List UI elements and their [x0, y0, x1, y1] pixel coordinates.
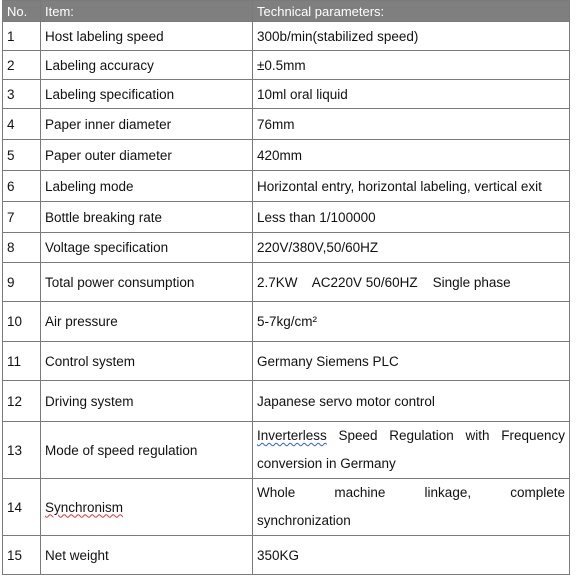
item-cell: Total power consumption	[41, 263, 253, 302]
header-technical-parameters: Technical parameters:	[253, 1, 570, 22]
table-row	[3, 22, 570, 51]
table-row	[3, 422, 570, 479]
row-number: 13	[3, 422, 41, 479]
spellcheck-word: Synchronism	[45, 499, 124, 515]
parameter-cell: 10ml oral liquid	[253, 80, 570, 109]
table-row	[3, 109, 570, 140]
table-row	[3, 233, 570, 263]
technical-parameters-table	[2, 0, 570, 575]
parameter-cell: ±0.5mm	[253, 51, 570, 80]
item-cell: Control system	[41, 342, 253, 381]
row-number: 1	[3, 22, 41, 51]
row-number: 15	[3, 536, 41, 575]
row-number: 6	[3, 171, 41, 202]
parameter-cell: Less than 1/100000	[253, 202, 570, 233]
parameter-cell: 76mm	[253, 109, 570, 140]
parameter-cell: 350KG	[253, 536, 570, 575]
table-header-row	[3, 1, 570, 22]
header-no: No.	[3, 1, 41, 22]
table-row	[3, 302, 570, 342]
parameter-cell: Japanese servo motor control	[253, 381, 570, 422]
row-number: 4	[3, 109, 41, 140]
table-row	[3, 51, 570, 80]
item-cell: Air pressure	[41, 302, 253, 342]
spellcheck-word: Inverterless	[257, 428, 327, 443]
item-cell: Labeling accuracy	[41, 51, 253, 80]
parameter-line-1	[257, 422, 565, 450]
row-number: 14	[3, 479, 41, 536]
parameter-cell: Horizontal entry, horizontal labeling, vertical exit	[253, 171, 570, 202]
row-number: 5	[3, 140, 41, 171]
parameter-cell	[253, 422, 570, 479]
parameter-cell: 300b/min(stabilized speed)	[253, 22, 570, 51]
parameter-cell: 2.7KW AC220V 50/60HZ Single phase	[253, 263, 570, 302]
row-number: 9	[3, 263, 41, 302]
item-cell: Host labeling speed	[41, 22, 253, 51]
parameter-cell: 220V/380V,50/60HZ	[253, 233, 570, 263]
row-number: 8	[3, 233, 41, 263]
parameter-line-2: conversion in Germany	[257, 456, 396, 471]
row-number: 2	[3, 51, 41, 80]
parameter-line-1-rest: Speed Regulation with Frequency	[326, 428, 565, 443]
table-row	[3, 381, 570, 422]
item-cell: Voltage specification	[41, 233, 253, 263]
item-cell	[41, 479, 253, 536]
row-number: 7	[3, 202, 41, 233]
table-row	[3, 171, 570, 202]
table-row	[3, 80, 570, 109]
header-item: Item:	[41, 1, 253, 22]
row-number: 11	[3, 342, 41, 381]
parameter-line-1: Whole machine linkage, complete	[257, 485, 565, 500]
item-cell: Bottle breaking rate	[41, 202, 253, 233]
table-row	[3, 202, 570, 233]
item-cell: Paper inner diameter	[41, 109, 253, 140]
item-cell: Net weight	[41, 536, 253, 575]
item-cell: Labeling mode	[41, 171, 253, 202]
item-cell: Labeling specification	[41, 80, 253, 109]
parameter-cell: Germany Siemens PLC	[253, 342, 570, 381]
parameter-cell: 420mm	[253, 140, 570, 171]
parameter-line-2: synchronization	[257, 513, 351, 528]
parameter-cell: 5-7kg/cm²	[253, 302, 570, 342]
item-cell: Driving system	[41, 381, 253, 422]
item-cell: Paper outer diameter	[41, 140, 253, 171]
parameter-cell	[253, 479, 570, 536]
item-cell: Mode of speed regulation	[41, 422, 253, 479]
row-number: 12	[3, 381, 41, 422]
row-number: 3	[3, 80, 41, 109]
row-number: 10	[3, 302, 41, 342]
table-row	[3, 479, 570, 536]
table-row	[3, 140, 570, 171]
table-row	[3, 263, 570, 302]
table-row	[3, 342, 570, 381]
table-row	[3, 536, 570, 575]
